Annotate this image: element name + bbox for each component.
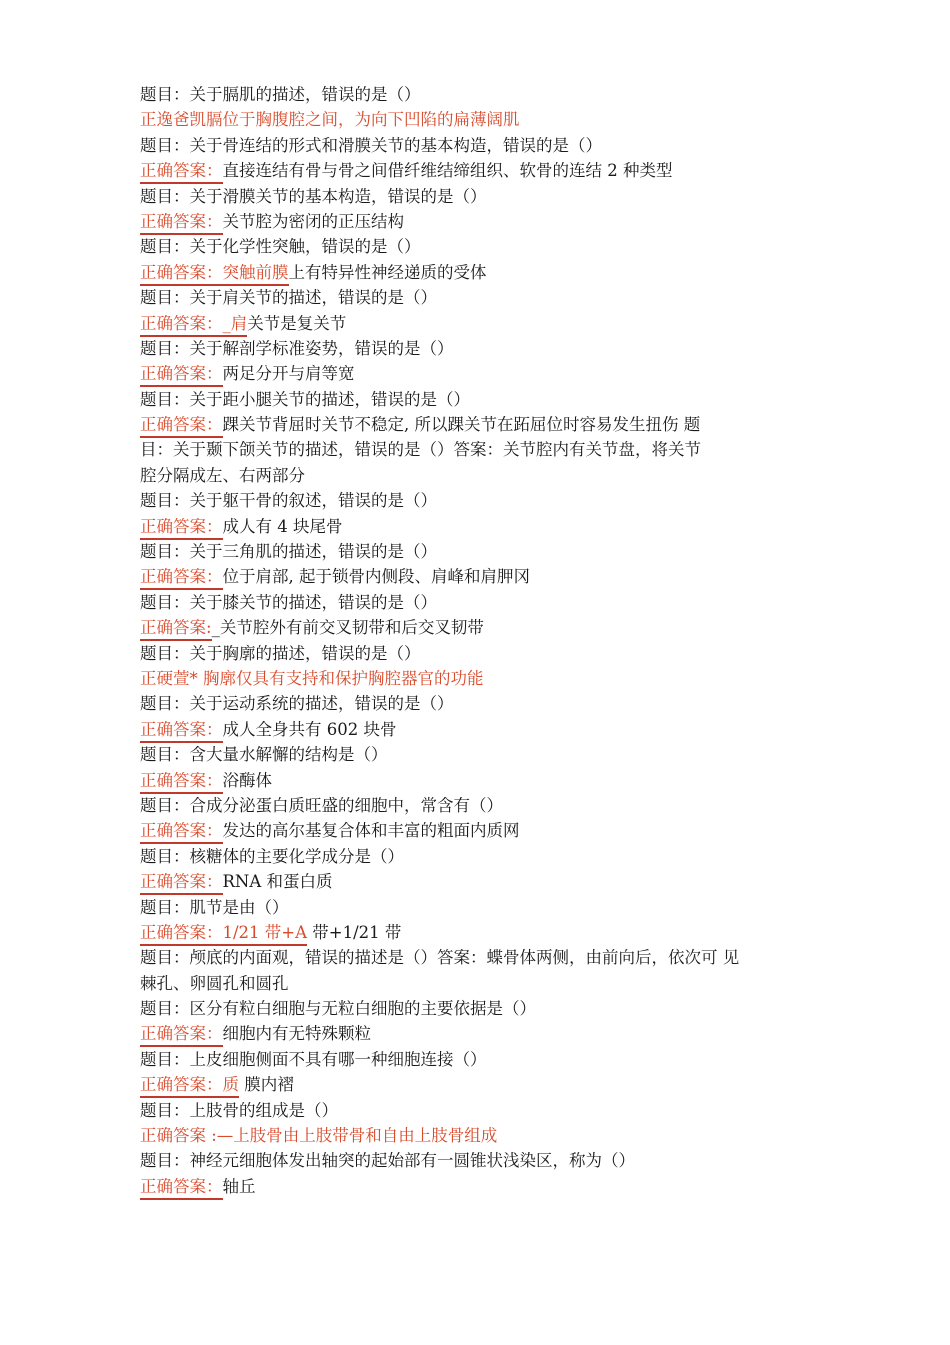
answer-line [140, 869, 830, 894]
answer-label [140, 211, 223, 235]
answer-line [140, 717, 830, 742]
question-text: 题目：关于解剖学标准姿势，错误的是（） [140, 338, 454, 358]
question-line [140, 971, 830, 996]
answer-label [140, 414, 223, 438]
answer-line [140, 1072, 830, 1097]
answer-text: 位于肩部, 起于锁骨内侧段、肩峰和肩胛冈 [222, 567, 530, 587]
answer-line [140, 158, 830, 183]
answer-label [140, 922, 307, 946]
question-text: 题目：合成分泌蛋白质旺盛的细胞中，常含有（） [140, 795, 503, 815]
answer-label-text: 正确答案： [140, 415, 223, 435]
question-text: 棘孔、卵圆孔和圆孔 [140, 973, 289, 993]
answer-label [140, 363, 223, 387]
answer-label-text: 正确答案： [140, 516, 223, 536]
question-text: 题目：关于胸廓的描述，错误的是（） [140, 643, 421, 663]
answer-text: 浴酶体 [222, 770, 272, 790]
answer-label [140, 160, 223, 184]
question-line [140, 336, 830, 361]
answer-label [140, 617, 212, 641]
question-line [140, 691, 830, 716]
answer-line [140, 209, 830, 234]
question-line [140, 184, 830, 209]
question-line [140, 742, 830, 767]
answer-text: 膜内褶 [239, 1075, 294, 1095]
question-line [140, 82, 830, 107]
answer-label-text: 正确答案: [140, 618, 212, 638]
answer-text: RNA 和蛋白质 [222, 872, 333, 892]
question-text: 题目：含大量水解懈的结构是（） [140, 745, 388, 765]
answer-label [140, 262, 289, 286]
answer-label [140, 566, 223, 590]
question-line [140, 463, 830, 488]
answer-text: 上有特异性神经递质的受体 [288, 262, 487, 282]
question-line [140, 641, 830, 666]
answer-line [140, 1174, 830, 1199]
answer-text: 关节腔为密闭的正压结构 [222, 211, 404, 231]
question-line [140, 793, 830, 818]
answer-label-extra: 突触前膜 [222, 262, 289, 282]
answer-label [140, 871, 223, 895]
question-text: 题目：颅底的内面观，错误的描述是（）答案：蝶骨体两侧，由前向后，依次可 见 [140, 948, 740, 968]
answer-line [140, 920, 830, 945]
question-line [140, 1098, 830, 1123]
question-text: 题目：关于三角肌的描述，错误的是（） [140, 542, 437, 562]
question-text: 题目：肌节是由（） [140, 897, 289, 917]
question-line [140, 437, 830, 462]
answer-text: 正硬萱* 胸廓仅具有支持和保护胸腔器官的功能 [140, 668, 484, 688]
question-line [140, 133, 830, 158]
answer-label [140, 1023, 223, 1047]
question-line [140, 285, 830, 310]
answer-text: 直接连结有骨与骨之间借纤维结缔组织、软骨的连结 2 种类型 [222, 161, 673, 181]
answer-text: 轴丘 [222, 1176, 256, 1196]
question-line [140, 996, 830, 1021]
question-text: 题目：区分有粒白细胞与无粒白细胞的主要依据是（） [140, 999, 536, 1019]
question-line [140, 945, 830, 970]
document-page [140, 82, 830, 1199]
answer-label-text: 正确答案： [140, 719, 223, 739]
question-line [140, 844, 830, 869]
answer-text: 正逸爸凯膈位于胸腹腔之间，为向下凹陷的扁薄阔肌 [140, 110, 520, 130]
answer-text: 踝关节背屈时关节不稳定, 所以踝关节在跖屈位时容易发生扭伤 题 [222, 415, 701, 435]
question-line [140, 1047, 830, 1072]
answer-line [140, 615, 830, 640]
question-text: 题目：关于膝关节的描述，错误的是（） [140, 592, 437, 612]
answer-line [140, 1021, 830, 1046]
answer-label-extra: _肩 [222, 313, 248, 333]
question-text: 目：关于颞下颌关节的描述，错误的是（）答案：关节腔内有关节盘，将关节 [140, 440, 701, 460]
answer-line [140, 107, 830, 132]
answer-line [140, 1123, 830, 1148]
answer-label-text: 正确答案： [140, 922, 223, 942]
answer-line [140, 564, 830, 589]
answer-label-text: 正确答案： [140, 770, 223, 790]
answer-label [140, 1074, 239, 1098]
question-text: 题目：关于距小腿关节的描述，错误的是（） [140, 389, 470, 409]
answer-label [140, 719, 223, 743]
answer-text: _关节腔外有前交叉韧带和后交叉韧带 [211, 618, 484, 638]
answer-label-text: 正确答案： [140, 364, 223, 384]
answer-label-extra: 1/21 带+A [222, 922, 308, 942]
answer-label [140, 820, 223, 844]
answer-label-text: 正确答案： [140, 1075, 223, 1095]
question-text: 题目：关于骨连结的形式和滑膜关节的基本构造，错误的是（） [140, 135, 602, 155]
question-text: 题目：神经元细胞体发出轴突的起始部有一圆锥状浅染区，称为（） [140, 1151, 635, 1171]
answer-label-text: 正确答案： [140, 821, 223, 841]
question-text: 题目：关于躯干骨的叙述，错误的是（） [140, 491, 437, 511]
question-text: 题目：关于运动系统的描述，错误的是（） [140, 694, 454, 714]
question-text: 题目：上皮细胞侧面不具有哪一种细胞连接（） [140, 1049, 487, 1069]
question-line [140, 488, 830, 513]
answer-label-text: 正确答案： [140, 872, 223, 892]
question-text: 题目：关于膈肌的描述，错误的是（） [140, 85, 421, 104]
answer-label-text: 正确答案： [140, 1024, 223, 1044]
question-line [140, 1148, 830, 1173]
answer-label [140, 770, 223, 794]
answer-line [140, 818, 830, 843]
answer-text: 两足分开与肩等宽 [222, 364, 355, 384]
question-text: 腔分隔成左、右两部分 [140, 465, 305, 485]
answer-text: 成人全身共有 602 块骨 [222, 719, 397, 739]
answer-line [140, 666, 830, 691]
answer-label-text: 正确答案： [140, 211, 223, 231]
question-line [140, 234, 830, 259]
answer-label [140, 1176, 223, 1200]
answer-label-text: 正确答案： [140, 262, 223, 282]
answer-line [140, 361, 830, 386]
answer-label-text: 正确答案： [140, 567, 223, 587]
answer-label [140, 313, 247, 337]
answer-label-extra: 质 [222, 1075, 239, 1095]
question-text: 题目：核糖体的主要化学成分是（） [140, 846, 404, 866]
answer-label-text: 正确答案： [140, 313, 223, 333]
question-line [140, 387, 830, 412]
answer-line [140, 412, 830, 437]
answer-line [140, 260, 830, 285]
question-line [140, 539, 830, 564]
answer-line [140, 514, 830, 539]
answer-text: 关节是复关节 [247, 313, 347, 333]
question-line [140, 590, 830, 615]
question-text: 题目：关于化学性突触，错误的是（） [140, 237, 421, 257]
answer-label-text: 正确答案： [140, 1176, 223, 1196]
answer-label-text: 正确答案： [140, 161, 223, 181]
answer-text: 成人有 4 块尾骨 [222, 516, 343, 536]
question-line [140, 895, 830, 920]
answer-label [140, 516, 223, 540]
answer-text: 带+1/21 带 [307, 922, 402, 942]
answer-text: 细胞内有无特殊颗粒 [222, 1024, 371, 1044]
question-text: 题目：关于肩关节的描述，错误的是（） [140, 288, 437, 308]
question-text: 题目：关于滑膜关节的基本构造，错误的是（） [140, 186, 487, 206]
answer-text: 正确答案 :—上肢骨由上肢带骨和自由上肢骨组成 [140, 1126, 498, 1146]
answer-line [140, 311, 830, 336]
answer-text: 发达的高尔基复合体和丰富的粗面内质网 [222, 821, 520, 841]
question-text: 题目：上肢骨的组成是（） [140, 1100, 338, 1120]
answer-line [140, 768, 830, 793]
